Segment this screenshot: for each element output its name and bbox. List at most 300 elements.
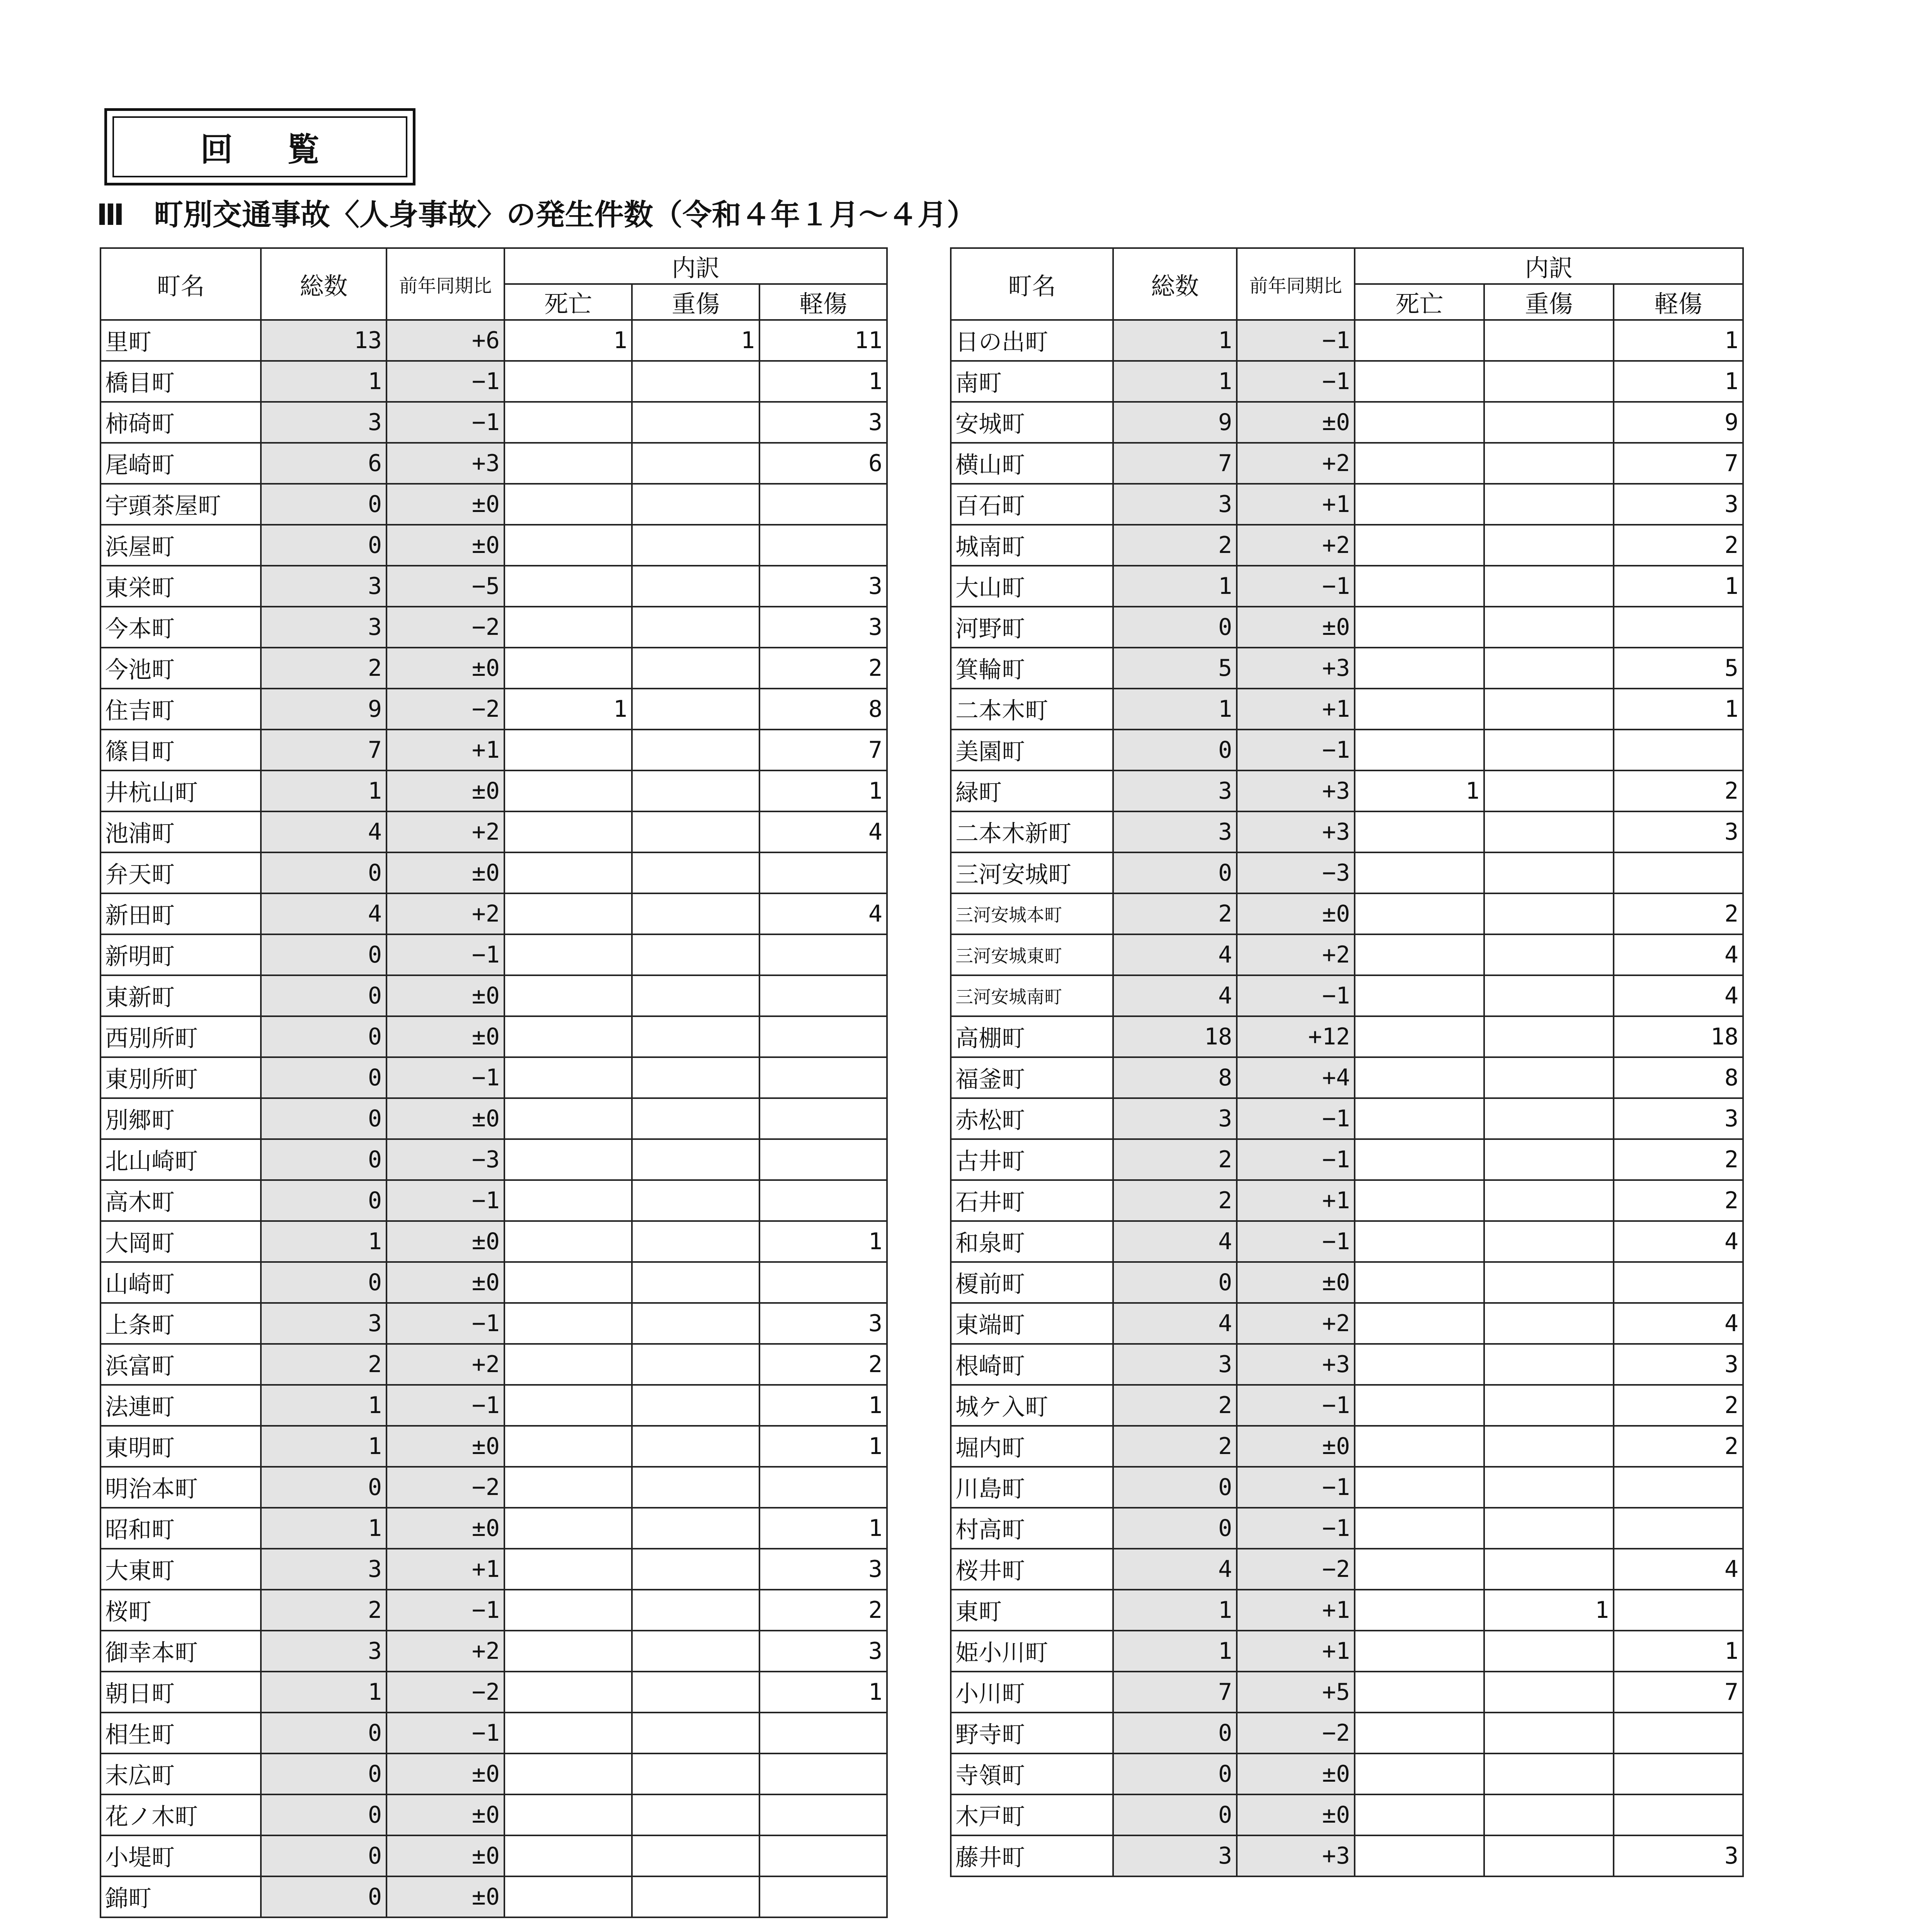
yoy-cell: ±0 xyxy=(1237,1426,1355,1467)
yoy-cell: −1 xyxy=(386,1303,504,1344)
town-cell: 緑町 xyxy=(951,770,1113,811)
yoy-cell: −2 xyxy=(386,689,504,730)
total-cell: 1 xyxy=(261,1385,386,1426)
table-row xyxy=(100,1098,887,1139)
minor-cell xyxy=(759,934,887,975)
yoy-cell: −1 xyxy=(1237,975,1355,1016)
yoy-cell: +2 xyxy=(386,1344,504,1385)
yoy-cell: −1 xyxy=(1237,1139,1355,1180)
serious-cell xyxy=(632,1713,759,1753)
death-cell xyxy=(504,1180,632,1221)
yoy-cell: ±0 xyxy=(1237,1753,1355,1794)
yoy-cell: −1 xyxy=(1237,361,1355,402)
death-cell xyxy=(1355,1180,1484,1221)
minor-cell: 4 xyxy=(1614,975,1743,1016)
death-cell xyxy=(504,975,632,1016)
serious-cell xyxy=(632,893,759,934)
yoy-cell: ±0 xyxy=(386,1794,504,1835)
table-row xyxy=(100,484,887,525)
serious-cell xyxy=(632,1590,759,1631)
town-cell: 上条町 xyxy=(100,1303,261,1344)
total-cell: 3 xyxy=(1113,770,1237,811)
town-cell: 河野町 xyxy=(951,607,1113,648)
minor-cell xyxy=(759,852,887,893)
minor-cell: 5 xyxy=(1614,648,1743,689)
yoy-cell: ±0 xyxy=(1237,402,1355,443)
death-cell xyxy=(1355,811,1484,852)
table-row xyxy=(951,852,1743,893)
yoy-cell: −5 xyxy=(386,566,504,607)
header-minor: 軽傷 xyxy=(759,284,887,320)
yoy-cell: −1 xyxy=(386,1057,504,1098)
death-cell xyxy=(504,1262,632,1303)
death-cell xyxy=(1355,1303,1484,1344)
total-cell: 2 xyxy=(1113,1426,1237,1467)
yoy-cell: −1 xyxy=(386,1385,504,1426)
minor-cell xyxy=(759,525,887,566)
yoy-cell: +1 xyxy=(1237,689,1355,730)
minor-cell: 1 xyxy=(759,1672,887,1713)
yoy-cell: −1 xyxy=(386,1713,504,1753)
total-cell: 1 xyxy=(261,361,386,402)
header-town: 町名 xyxy=(100,248,261,320)
minor-cell: 3 xyxy=(1614,1098,1743,1139)
death-cell xyxy=(504,730,632,770)
total-cell: 7 xyxy=(261,730,386,770)
death-cell xyxy=(504,1426,632,1467)
serious-cell xyxy=(632,1180,759,1221)
minor-cell: 2 xyxy=(1614,1426,1743,1467)
table-row xyxy=(100,975,887,1016)
table-row xyxy=(100,1262,887,1303)
table-row xyxy=(951,1262,1743,1303)
table-row xyxy=(100,402,887,443)
serious-cell xyxy=(1484,1508,1614,1549)
header-total: 総数 xyxy=(1113,248,1237,320)
serious-cell xyxy=(1484,1098,1614,1139)
table-row xyxy=(100,1221,887,1262)
serious-cell xyxy=(1484,1344,1614,1385)
total-cell: 3 xyxy=(1113,1344,1237,1385)
death-cell xyxy=(504,1303,632,1344)
serious-cell xyxy=(1484,770,1614,811)
serious-cell xyxy=(632,1344,759,1385)
town-cell: 新明町 xyxy=(100,934,261,975)
yoy-cell: +1 xyxy=(1237,1180,1355,1221)
death-cell: 1 xyxy=(504,320,632,361)
serious-cell xyxy=(1484,1426,1614,1467)
town-cell: 昭和町 xyxy=(100,1508,261,1549)
town-cell: 桜井町 xyxy=(951,1549,1113,1590)
death-cell xyxy=(1355,1753,1484,1794)
total-cell: 3 xyxy=(261,1631,386,1672)
table-row xyxy=(100,1057,887,1098)
table-row xyxy=(100,852,887,893)
death-cell xyxy=(504,1344,632,1385)
minor-cell xyxy=(1614,852,1743,893)
total-cell: 0 xyxy=(261,1057,386,1098)
header-minor: 軽傷 xyxy=(1614,284,1743,320)
table-row xyxy=(951,1794,1743,1835)
table-row xyxy=(951,1098,1743,1139)
town-cell: 和泉町 xyxy=(951,1221,1113,1262)
table-row xyxy=(951,1590,1743,1631)
serious-cell xyxy=(1484,1631,1614,1672)
death-cell xyxy=(1355,1794,1484,1835)
minor-cell: 3 xyxy=(1614,484,1743,525)
yoy-cell: −1 xyxy=(386,402,504,443)
total-cell: 13 xyxy=(261,320,386,361)
yoy-cell: +3 xyxy=(1237,648,1355,689)
total-cell: 0 xyxy=(1113,1467,1237,1508)
serious-cell xyxy=(1484,1262,1614,1303)
total-cell: 0 xyxy=(261,1262,386,1303)
town-cell: 赤松町 xyxy=(951,1098,1113,1139)
table-row xyxy=(951,443,1743,484)
town-cell: 花ノ木町 xyxy=(100,1794,261,1835)
total-cell: 2 xyxy=(261,648,386,689)
yoy-cell: −1 xyxy=(386,934,504,975)
serious-cell xyxy=(1484,484,1614,525)
serious-cell xyxy=(632,648,759,689)
town-cell: 御幸本町 xyxy=(100,1631,261,1672)
yoy-cell: +1 xyxy=(1237,1590,1355,1631)
minor-cell: 9 xyxy=(1614,402,1743,443)
town-cell: 高棚町 xyxy=(951,1016,1113,1057)
town-cell: 明治本町 xyxy=(100,1467,261,1508)
death-cell xyxy=(504,1508,632,1549)
serious-cell xyxy=(632,975,759,1016)
town-cell: 村高町 xyxy=(951,1508,1113,1549)
minor-cell: 7 xyxy=(1614,443,1743,484)
town-cell: 浜富町 xyxy=(100,1344,261,1385)
total-cell: 0 xyxy=(261,525,386,566)
header-total: 総数 xyxy=(261,248,386,320)
yoy-cell: ±0 xyxy=(386,1098,504,1139)
yoy-cell: −1 xyxy=(1237,320,1355,361)
serious-cell xyxy=(1484,1467,1614,1508)
table-row xyxy=(100,1835,887,1876)
serious-cell xyxy=(632,1631,759,1672)
serious-cell xyxy=(632,1672,759,1713)
yoy-cell: +2 xyxy=(1237,934,1355,975)
town-cell: 藤井町 xyxy=(951,1835,1113,1876)
town-cell: 美園町 xyxy=(951,730,1113,770)
serious-cell xyxy=(632,1876,759,1917)
table-row xyxy=(951,1016,1743,1057)
total-cell: 2 xyxy=(1113,1385,1237,1426)
death-cell xyxy=(1355,402,1484,443)
minor-cell: 2 xyxy=(1614,1180,1743,1221)
town-cell: 寺領町 xyxy=(951,1753,1113,1794)
table-row xyxy=(951,730,1743,770)
yoy-cell: +3 xyxy=(386,443,504,484)
minor-cell xyxy=(759,1713,887,1753)
total-cell: 3 xyxy=(261,1549,386,1590)
table-row xyxy=(951,893,1743,934)
town-cell: 東町 xyxy=(951,1590,1113,1631)
death-cell xyxy=(1355,361,1484,402)
total-cell: 0 xyxy=(261,1467,386,1508)
total-cell: 1 xyxy=(1113,689,1237,730)
serious-cell xyxy=(632,1385,759,1426)
total-cell: 0 xyxy=(261,1098,386,1139)
minor-cell: 2 xyxy=(1614,525,1743,566)
minor-cell: 6 xyxy=(759,443,887,484)
minor-cell xyxy=(759,1139,887,1180)
yoy-cell: +2 xyxy=(1237,525,1355,566)
town-cell: 城南町 xyxy=(951,525,1113,566)
town-cell: 新田町 xyxy=(100,893,261,934)
table-row xyxy=(100,1549,887,1590)
town-cell: 住吉町 xyxy=(100,689,261,730)
town-cell: 横山町 xyxy=(951,443,1113,484)
serious-cell xyxy=(632,1057,759,1098)
table-row xyxy=(100,525,887,566)
yoy-cell: ±0 xyxy=(386,1221,504,1262)
town-cell: 二本木新町 xyxy=(951,811,1113,852)
yoy-cell: +3 xyxy=(1237,811,1355,852)
town-cell: 小川町 xyxy=(951,1672,1113,1713)
town-cell: 箕輪町 xyxy=(951,648,1113,689)
death-cell xyxy=(504,1835,632,1876)
yoy-cell: ±0 xyxy=(386,1753,504,1794)
header-breakdown: 内訳 xyxy=(504,248,887,284)
town-cell: 百石町 xyxy=(951,484,1113,525)
minor-cell: 1 xyxy=(1614,1631,1743,1672)
total-cell: 1 xyxy=(261,1508,386,1549)
total-cell: 0 xyxy=(1113,1794,1237,1835)
table-row xyxy=(951,1672,1743,1713)
total-cell: 0 xyxy=(261,1016,386,1057)
table-row xyxy=(951,1753,1743,1794)
yoy-cell: +1 xyxy=(386,730,504,770)
serious-cell xyxy=(1484,893,1614,934)
total-cell: 0 xyxy=(1113,607,1237,648)
death-cell xyxy=(1355,1631,1484,1672)
death-cell xyxy=(1355,689,1484,730)
death-cell xyxy=(504,361,632,402)
serious-cell xyxy=(1484,1303,1614,1344)
town-cell: 高木町 xyxy=(100,1180,261,1221)
death-cell xyxy=(504,607,632,648)
table-row xyxy=(100,770,887,811)
death-cell xyxy=(504,443,632,484)
table-row xyxy=(951,1385,1743,1426)
death-cell xyxy=(504,1057,632,1098)
serious-cell xyxy=(1484,525,1614,566)
death-cell xyxy=(1355,1590,1484,1631)
table-row xyxy=(100,1467,887,1508)
table-row xyxy=(100,1426,887,1467)
yoy-cell: −1 xyxy=(1237,1098,1355,1139)
total-cell: 0 xyxy=(1113,852,1237,893)
death-cell xyxy=(1355,852,1484,893)
serious-cell xyxy=(1484,1835,1614,1876)
total-cell: 2 xyxy=(1113,1139,1237,1180)
total-cell: 1 xyxy=(261,1426,386,1467)
death-cell xyxy=(1355,1262,1484,1303)
death-cell xyxy=(1355,934,1484,975)
yoy-cell: −1 xyxy=(386,361,504,402)
serious-cell xyxy=(632,730,759,770)
town-cell: 尾崎町 xyxy=(100,443,261,484)
yoy-cell: −3 xyxy=(386,1139,504,1180)
serious-cell xyxy=(1484,1221,1614,1262)
town-cell: 城ケ入町 xyxy=(951,1385,1113,1426)
death-cell xyxy=(1355,1057,1484,1098)
serious-cell xyxy=(632,852,759,893)
death-cell xyxy=(1355,1016,1484,1057)
minor-cell xyxy=(759,1180,887,1221)
serious-cell xyxy=(632,1098,759,1139)
serious-cell xyxy=(1484,1057,1614,1098)
total-cell: 0 xyxy=(261,1794,386,1835)
town-cell: 石井町 xyxy=(951,1180,1113,1221)
total-cell: 1 xyxy=(1113,566,1237,607)
town-cell: 橋目町 xyxy=(100,361,261,402)
table-row xyxy=(951,1344,1743,1385)
death-cell xyxy=(1355,320,1484,361)
table-row xyxy=(100,811,887,852)
table-row xyxy=(100,1631,887,1672)
town-cell: 榎前町 xyxy=(951,1262,1113,1303)
table-row xyxy=(951,1631,1743,1672)
death-cell xyxy=(504,566,632,607)
yoy-cell: +1 xyxy=(1237,1631,1355,1672)
minor-cell: 2 xyxy=(1614,893,1743,934)
table-row xyxy=(100,648,887,689)
town-cell: 今本町 xyxy=(100,607,261,648)
town-cell: 里町 xyxy=(100,320,261,361)
table-row xyxy=(100,893,887,934)
table-row xyxy=(951,648,1743,689)
minor-cell: 1 xyxy=(759,1221,887,1262)
minor-cell: 1 xyxy=(1614,566,1743,607)
minor-cell xyxy=(1614,1713,1743,1753)
yoy-cell: +2 xyxy=(386,811,504,852)
total-cell: 5 xyxy=(1113,648,1237,689)
table-row xyxy=(951,1180,1743,1221)
minor-cell xyxy=(1614,1753,1743,1794)
table-row xyxy=(951,934,1743,975)
total-cell: 2 xyxy=(261,1590,386,1631)
total-cell: 3 xyxy=(1113,1098,1237,1139)
yoy-cell: +3 xyxy=(1237,770,1355,811)
total-cell: 4 xyxy=(261,893,386,934)
town-cell: 末広町 xyxy=(100,1753,261,1794)
serious-cell xyxy=(632,1262,759,1303)
total-cell: 0 xyxy=(1113,1508,1237,1549)
table-row xyxy=(100,689,887,730)
town-cell: 根崎町 xyxy=(951,1344,1113,1385)
town-cell: 三河安城南町 xyxy=(951,975,1113,1016)
town-cell: 相生町 xyxy=(100,1713,261,1753)
minor-cell: 3 xyxy=(759,566,887,607)
serious-cell xyxy=(1484,320,1614,361)
table-row xyxy=(100,1180,887,1221)
total-cell: 0 xyxy=(261,852,386,893)
death-cell xyxy=(504,934,632,975)
yoy-cell: +3 xyxy=(1237,1344,1355,1385)
serious-cell xyxy=(632,1221,759,1262)
yoy-cell: −3 xyxy=(1237,852,1355,893)
total-cell: 1 xyxy=(1113,320,1237,361)
table-row xyxy=(100,1876,887,1917)
minor-cell: 4 xyxy=(1614,1221,1743,1262)
yoy-cell: −1 xyxy=(1237,1221,1355,1262)
serious-cell xyxy=(1484,648,1614,689)
town-cell: 東新町 xyxy=(100,975,261,1016)
minor-cell xyxy=(759,484,887,525)
minor-cell: 4 xyxy=(1614,1303,1743,1344)
minor-cell xyxy=(1614,1590,1743,1631)
minor-cell xyxy=(759,1057,887,1098)
town-cell: 別郷町 xyxy=(100,1098,261,1139)
minor-cell: 18 xyxy=(1614,1016,1743,1057)
death-cell xyxy=(1355,1426,1484,1467)
minor-cell: 4 xyxy=(759,811,887,852)
yoy-cell: −1 xyxy=(386,1180,504,1221)
table-row xyxy=(951,1713,1743,1753)
total-cell: 4 xyxy=(1113,975,1237,1016)
town-cell: 法連町 xyxy=(100,1385,261,1426)
yoy-cell: ±0 xyxy=(1237,607,1355,648)
minor-cell: 1 xyxy=(759,1385,887,1426)
minor-cell xyxy=(759,1794,887,1835)
minor-cell xyxy=(759,1016,887,1057)
town-cell: 木戸町 xyxy=(951,1794,1113,1835)
minor-cell: 1 xyxy=(759,1508,887,1549)
town-cell: 東端町 xyxy=(951,1303,1113,1344)
minor-cell: 1 xyxy=(759,361,887,402)
town-cell: 東栄町 xyxy=(100,566,261,607)
yoy-cell: +6 xyxy=(386,320,504,361)
town-cell: 大東町 xyxy=(100,1549,261,1590)
serious-cell xyxy=(632,689,759,730)
left-table-body xyxy=(100,320,887,1917)
yoy-cell: −2 xyxy=(1237,1713,1355,1753)
death-cell xyxy=(1355,484,1484,525)
header-death: 死亡 xyxy=(1355,284,1484,320)
death-cell xyxy=(504,1631,632,1672)
death-cell xyxy=(1355,1098,1484,1139)
death-cell xyxy=(504,1876,632,1917)
yoy-cell: ±0 xyxy=(386,975,504,1016)
serious-cell xyxy=(1484,1139,1614,1180)
death-cell xyxy=(504,1467,632,1508)
yoy-cell: −1 xyxy=(386,1590,504,1631)
town-cell: 今池町 xyxy=(100,648,261,689)
minor-cell: 3 xyxy=(759,1303,887,1344)
death-cell xyxy=(504,1794,632,1835)
serious-cell xyxy=(1484,1385,1614,1426)
death-cell xyxy=(1355,1672,1484,1713)
total-cell: 8 xyxy=(1113,1057,1237,1098)
death-cell xyxy=(504,402,632,443)
serious-cell xyxy=(632,443,759,484)
yoy-cell: −2 xyxy=(386,1467,504,1508)
town-cell: 浜屋町 xyxy=(100,525,261,566)
minor-cell xyxy=(759,1753,887,1794)
table-row xyxy=(100,320,887,361)
total-cell: 18 xyxy=(1113,1016,1237,1057)
table-row xyxy=(100,1344,887,1385)
minor-cell: 11 xyxy=(759,320,887,361)
table-row xyxy=(951,1508,1743,1549)
town-cell: 三河安城東町 xyxy=(951,934,1113,975)
minor-cell: 1 xyxy=(1614,361,1743,402)
